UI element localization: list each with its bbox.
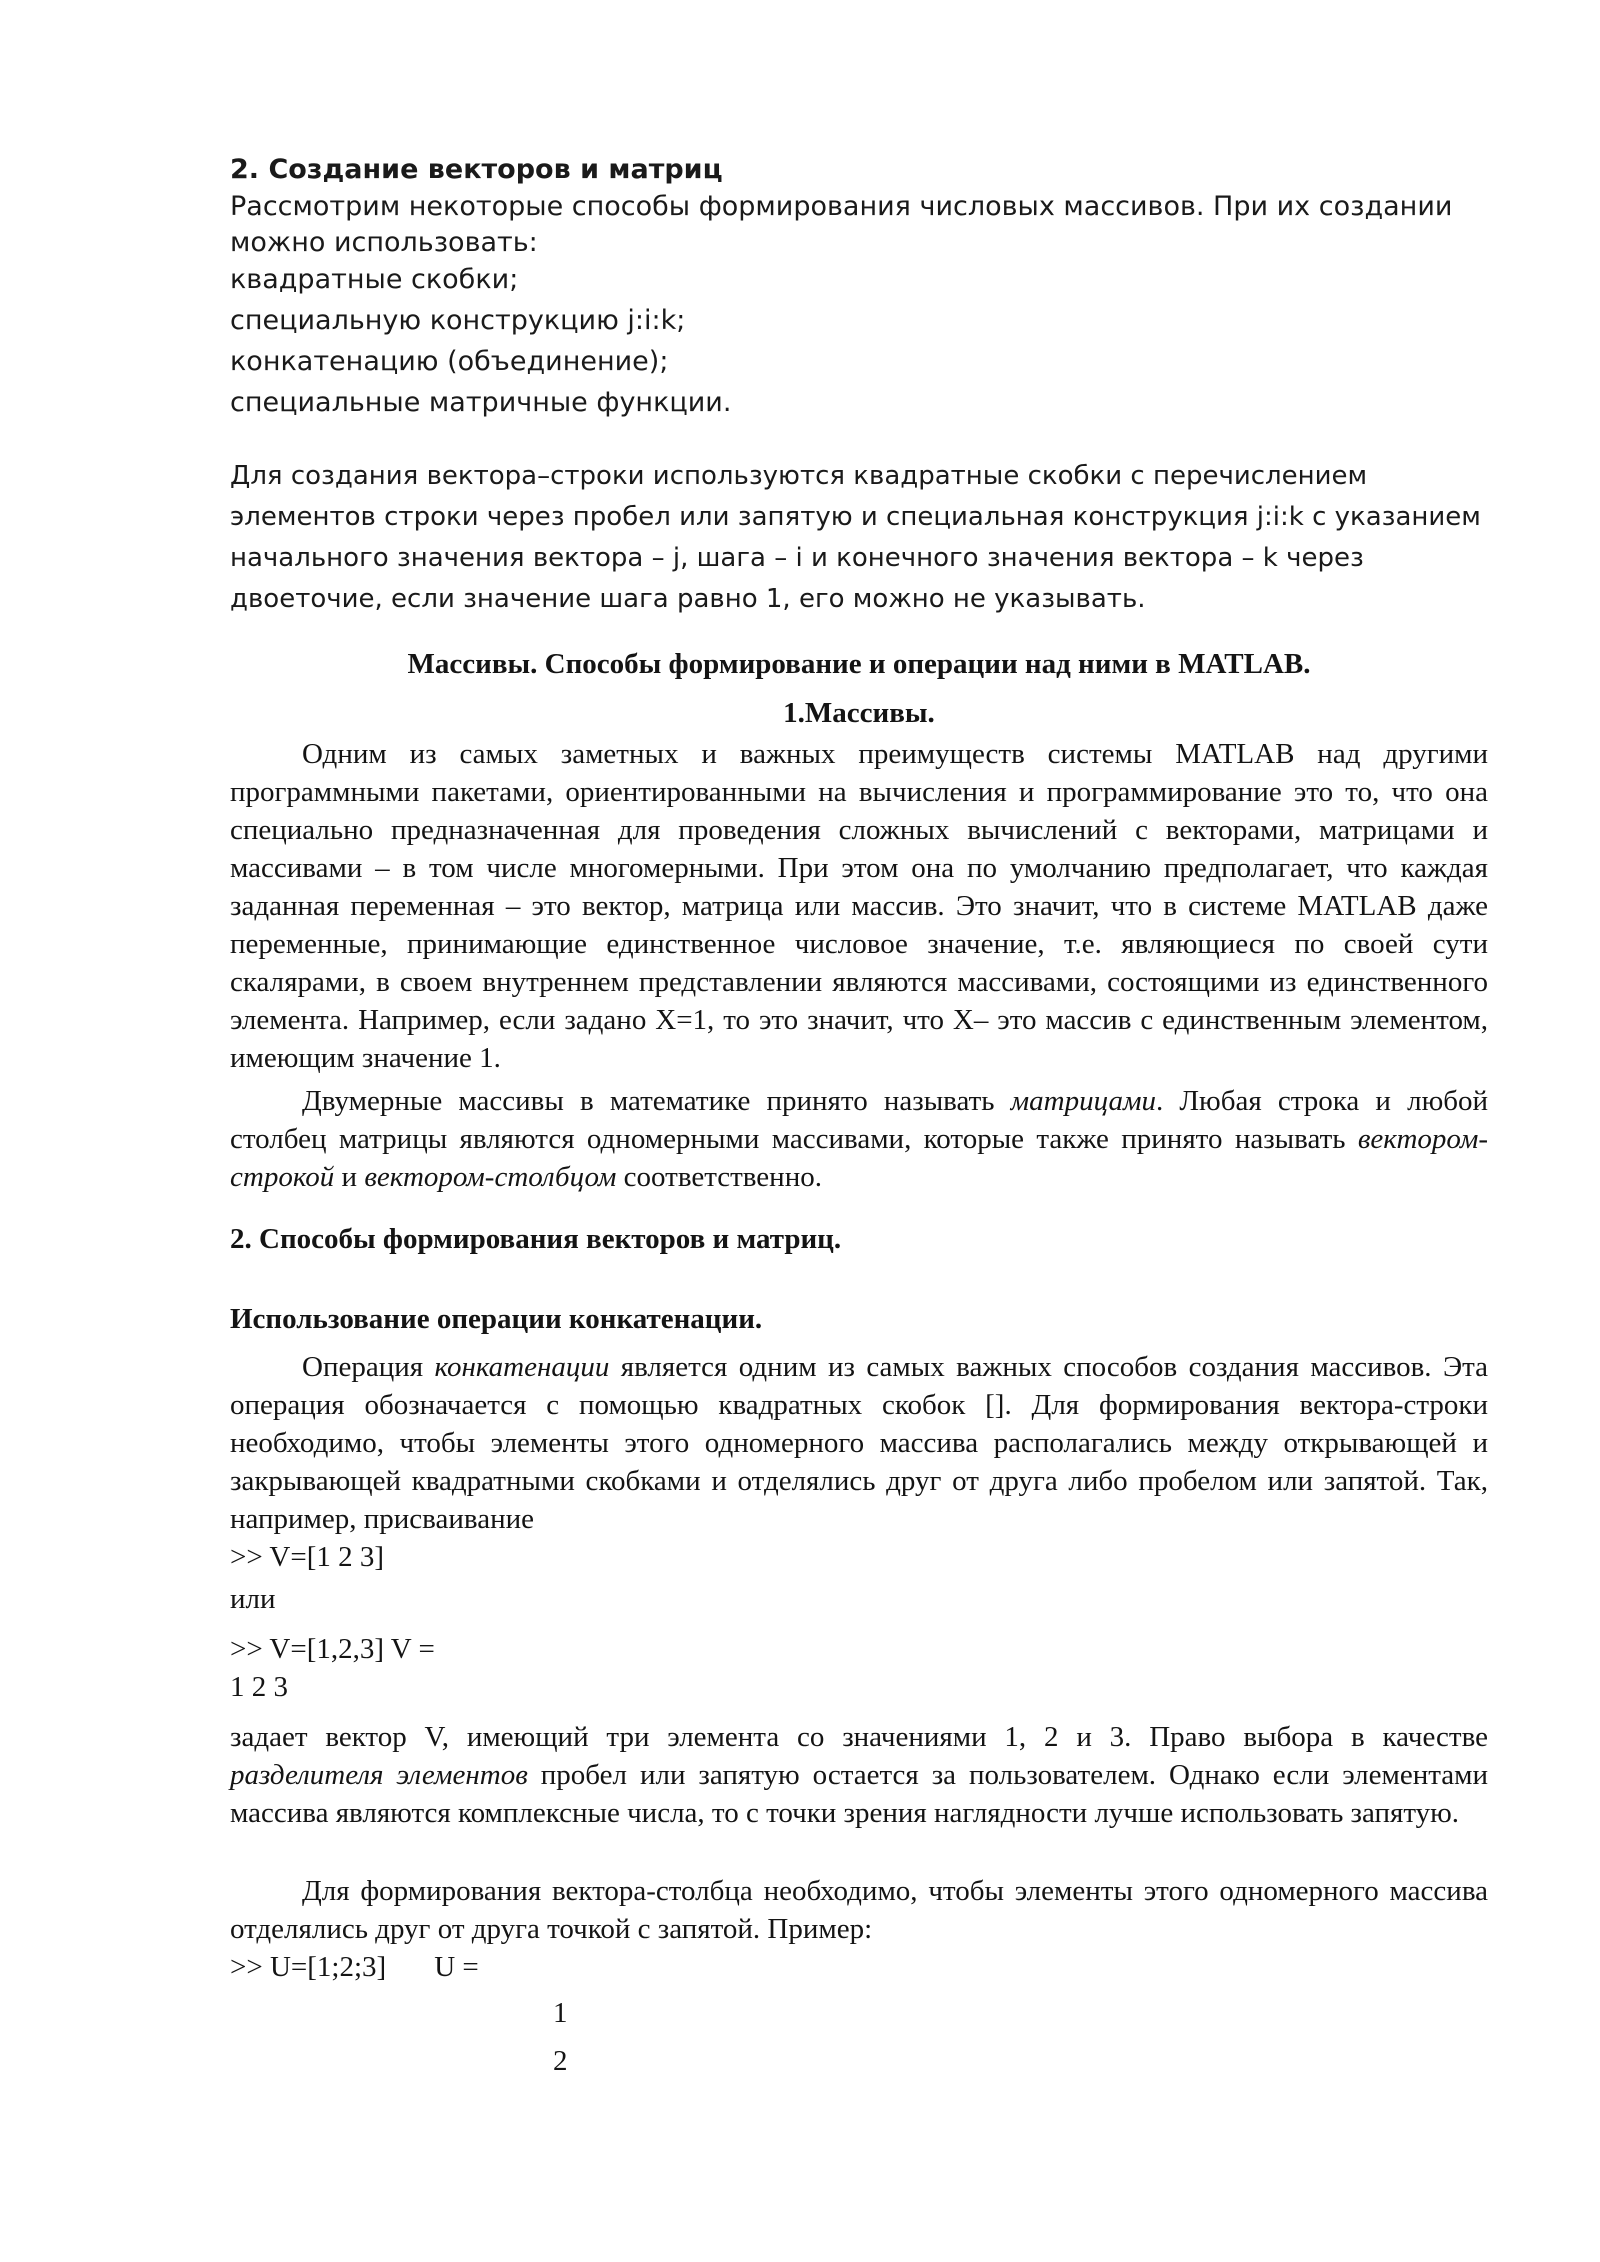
- code-output: 2: [553, 2045, 568, 2077]
- section-title: 2. Создание векторов и матриц: [230, 154, 723, 185]
- section-intro: Рассмотрим некоторые способы формирования числовых массивов. При их создании можно использовать:: [230, 191, 1453, 258]
- arrays-intro-paragraph: Одним из самых заметных и важных преимуществ системы MATLAB над другими программными пакетами, ориентированными на вычисления и программирование это то, что она специально предназначенная для проведения сложных вычислений с векторами, матрицами и массивами – в том числе многомерными. При этом она по умолчанию предполагает, что каждая заданная переменная – это вектор, матрица или массив. Это значит, что в системе MATLAB даже переменные, принимающие единственное числовое значение, т.е. являющиеся по своей сути скалярами, в своем внутреннем представлении являются массивами, состоящими из единственного элемента. Например, если задано X=1, то это значит, что X– это массив с единственным элементом, имеющим значение 1.: [230, 738, 1488, 1074]
- list-item: специальные матричные функции.: [230, 387, 732, 418]
- column-vector-paragraph: Для формирования вектора-столбца необходимо, чтобы элементы этого одномерного массива отделялись друг от друга точкой с запятой. Пример:: [230, 1875, 1488, 1945]
- code-output: 1: [553, 1997, 568, 2029]
- list-item: конкатенацию (объединение);: [230, 346, 669, 377]
- list-item: специальную конструкцию j:i:k;: [230, 305, 686, 336]
- code-line: >> U=[1;2;3] U =: [230, 1951, 479, 1983]
- concatenation-paragraph: Операция конкатенации является одним из самых важных способов создания массивов. Эта операция обозначается с помощью квадратных скобок []. Для формирования вектора-строки необходимо, чтобы элементы этого одномерного массива располагались между открывающей и закрывающей квадратными скобками и отделялись друг от друга либо пробелом или запятой. Так, например, присваивание: [230, 1351, 1488, 1535]
- code-output-label: U =: [434, 1951, 479, 1983]
- matrices-paragraph: Двумерные массивы в математике принято называть матрицами. Любая строка и любой столбец матрицы являются одномерными массивами, которые также принято называть вектором-строкой и вектором-столбцом соответственно.: [230, 1085, 1489, 1193]
- methods-heading: 2. Способы формирования векторов и матриц.: [230, 1223, 842, 1255]
- vector-v-paragraph: задает вектор V, имеющий три элемента со значениями 1, 2 и 3. Право выбора в качестве разделителя элементов пробел или запятую остается за пользователем. Однако если элементами массива являются комплексные числа, то с точки зрения наглядности лучше использовать запятую.: [230, 1721, 1488, 1829]
- vector-row-paragraph: Для создания вектора–строки используются квадратные скобки с перечислением элементов строки через пробел или запятую и специальная конструкция j:i:k с указанием начального значения вектора – j, шага – i и конечного значения вектора – k через двоеточие, если значение шага равно 1, его можно не указывать.: [230, 461, 1481, 614]
- method-list: [230, 259, 1488, 423]
- code-output: 1 2 3: [230, 1671, 288, 1703]
- arrays-subtitle: 1.Массивы.: [783, 697, 935, 729]
- code-line: >> V=[1 2 3]: [230, 1541, 385, 1573]
- list-item: квадратные скобки;: [230, 264, 519, 295]
- concatenation-heading: Использование операции конкатенации.: [230, 1303, 763, 1335]
- code-line: >> V=[1,2,3] V =: [230, 1633, 435, 1665]
- code-line: или: [230, 1583, 276, 1615]
- document-main-title: Массивы. Способы формирование и операции над ними в MATLAB.: [407, 648, 1311, 680]
